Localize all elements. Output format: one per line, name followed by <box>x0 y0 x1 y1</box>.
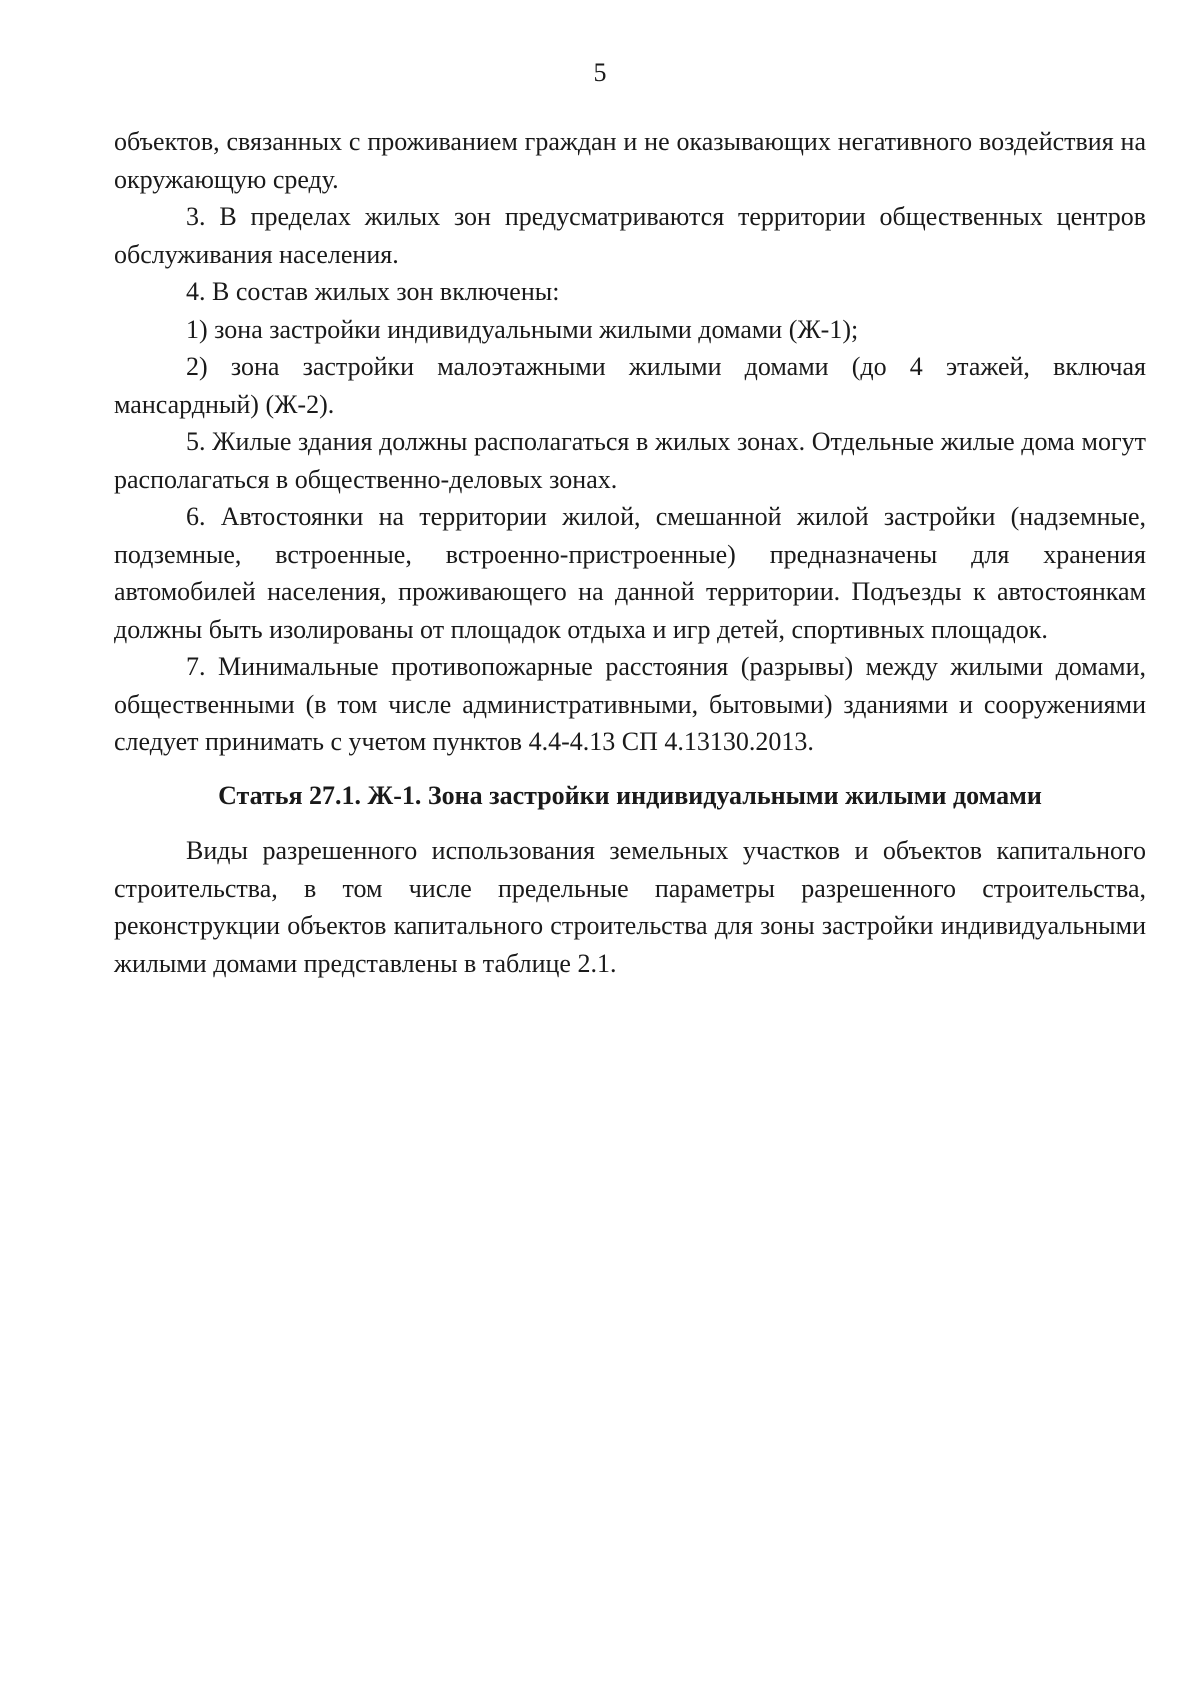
paragraph-article-text: Виды разрешенного использования земельных участков и объектов капитального строительства, в том числе предельные параметры разрешенного строительства, реконструкции объектов капитального строительства для зоны застройки индивидуальными жилыми домами представлены в таблице 2.1. <box>114 836 1146 978</box>
paragraph-item-3: 3. В пределах жилых зон предусматриваются территории общественных центров обслуживания населения. <box>114 202 1146 269</box>
page-number: 5 <box>593 58 607 87</box>
paragraph-continuation: объектов, связанных с проживанием граждан и не оказывающих негативного воздействия на окружающую среду. <box>114 127 1146 194</box>
paragraph-item-4: 4. В состав жилых зон включены: <box>186 277 560 306</box>
document-body <box>114 123 1146 982</box>
paragraph-item-7: 7. Минимальные противопожарные расстояния (разрывы) между жилыми домами, общественными (в том числе административными, бытовыми) зданиями и сооружениями следует принимать с учетом пунктов 4.4-4.13 СП 4.13130.2013. <box>114 652 1146 756</box>
paragraph-item-5: 5. Жилые здания должны располагаться в жилых зонах. Отдельные жилые дома могут располагаться в общественно-деловых зонах. <box>114 427 1146 494</box>
paragraph-subitem-2: 2) зона застройки малоэтажными жилыми домами (до 4 этажей, включая мансардный) (Ж-2). <box>114 352 1146 419</box>
paragraph-item-6: 6. Автостоянки на территории жилой, смешанной жилой застройки (надземные, подземные, встроенные, встроенно-пристроенные) предназначены для хранения автомобилей населения, проживающего на данной территории. Подъезды к автостоянкам должны быть изолированы от площадок отдыха и игр детей, спортивных площадок. <box>114 502 1146 644</box>
paragraph-subitem-1: 1) зона застройки индивидуальными жилыми домами (Ж-1); <box>186 314 859 344</box>
article-heading: Статья 27.1. Ж-1. Зона застройки индивидуальными жилыми домами <box>218 780 1042 810</box>
